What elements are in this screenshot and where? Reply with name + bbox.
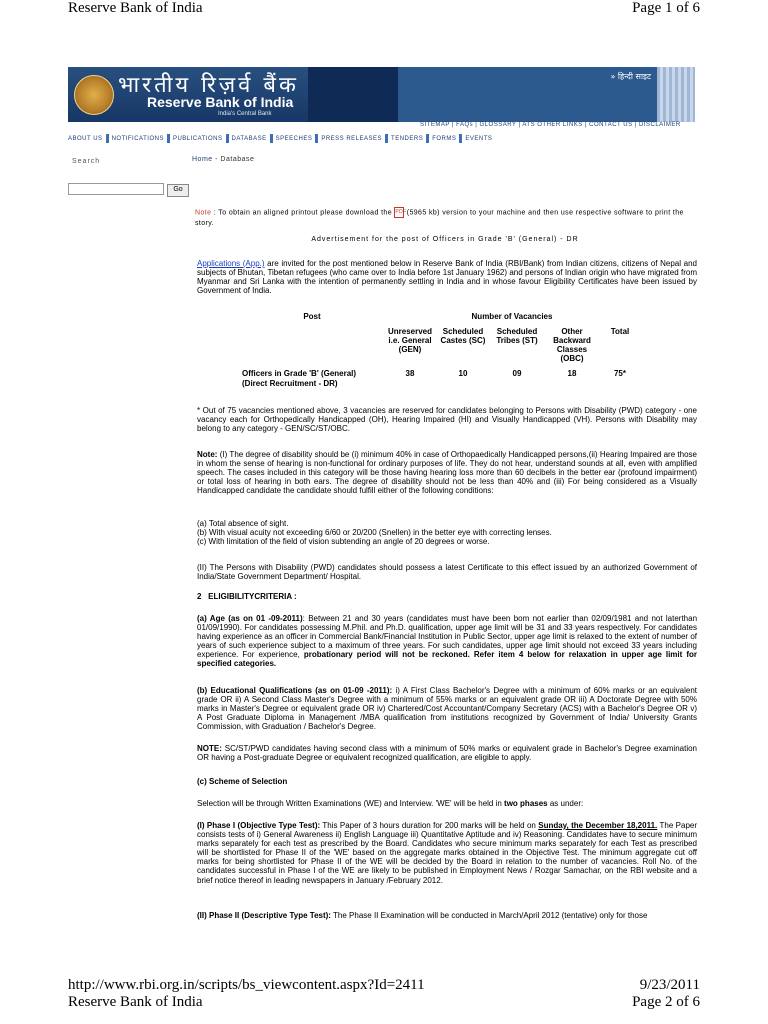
- pdf-icon[interactable]: PDF: [394, 207, 404, 218]
- main-nav: [68, 134, 695, 146]
- pwd-certificate: (II) The Persons with Disability (PWD) candidates should possess a latest Certificate to this effect issued by an authorized Government of India/State Government Department/ Hospital.: [197, 563, 697, 582]
- selection-text: Selection will be through Written Examinations (WE) and Interview. 'WE' will be held in: [197, 799, 505, 808]
- education-label: (b) Educational Qualifications (as on 01-09 -2011):: [197, 686, 393, 695]
- english-bank-name: Reserve Bank of India: [147, 94, 294, 110]
- nav-speeches[interactable]: SPEECHES: [275, 136, 313, 143]
- phase1-paragraph: [197, 821, 697, 885]
- age-paragraph: [197, 614, 697, 669]
- scheme-heading: (c) Scheme of Selection: [197, 777, 288, 786]
- breadcrumb-current: Database: [220, 156, 255, 163]
- rbi-seal-icon: [74, 75, 114, 115]
- vacancies-header: Number of Vacancies: [471, 312, 553, 321]
- age-text: : Between 21 and 30 years (candidates must have been bom not earlier than 02/09/1981 and not laterthan 01/09/1990). For candidates possessing M.Phil. and Ph.D. qualification, upper age limit will be 31 and 33 years respectively. For candidates having experience as an officer in Commercial Bank/Financial Institution in Public Sector, upper age limit is relaxed to the extent of number of years of such experience subject to a maximum of three years. For such candidates, upper age limit should not exceed 33 years including experience. For experience,: [197, 614, 698, 660]
- nav-tenders[interactable]: TENDERS: [391, 136, 424, 143]
- intro-text: are invited for the post mentioned below in Reserve Bank of India (RBI/Bank) from Indian citizens, citizens of Nepal and subjects of Bhutan, Tibetan refugees (who came over to India before 1st January 1962) and persons of Indian origin who have migrated from Myanmar and Sri Lanka with the intention of permanently settling in India and in whose favour Eligibility Certificates have been issued by Government of India.: [197, 259, 697, 296]
- age-label: (a) Age (as on 01 -09-2011): [197, 614, 303, 623]
- breadcrumb-separator: -: [212, 156, 221, 163]
- post-header: Post: [303, 312, 321, 321]
- cell-sc: 10: [458, 369, 468, 379]
- applications-link[interactable]: Applications (App.): [197, 259, 265, 268]
- note-text: : To obtain an aligned printout please download the: [211, 209, 395, 217]
- phase2-paragraph: [197, 911, 697, 920]
- education-note-label: NOTE:: [197, 744, 222, 753]
- education-paragraph: [197, 686, 697, 731]
- nav-separator: [385, 134, 388, 143]
- education-note: [197, 744, 697, 762]
- phase1-label: (I) Phase I (Objective Type Test):: [197, 821, 321, 830]
- print-header-page: Page 1 of 6: [632, 0, 700, 16]
- col-st: Scheduled Tribes (ST): [496, 327, 538, 346]
- search-input[interactable]: [68, 183, 164, 195]
- print-footer-url: http://www.rbi.org.in/scripts/bs_viewcontent.aspx?Id=2411: [68, 977, 425, 993]
- cell-obc: 18: [567, 369, 577, 379]
- intro-paragraph: [197, 259, 697, 295]
- eligibility-heading: 2 ELIGIBILITYCRITERIA :: [197, 592, 297, 601]
- col-total: Total: [610, 327, 630, 337]
- row-post: Officers in Grade 'B' (General) (Direct Recruitment - DR): [242, 369, 357, 388]
- selection-paragraph: [197, 799, 697, 808]
- condition-item: (c) With limitation of the field of vision subtending an angle of 20 degrees or worse.: [197, 537, 490, 547]
- top-utility-links[interactable]: SITEMAP | FAQs | GLOSSARY | ATS OTHER LINKS | CONTACT US | DISCLAIMER: [420, 122, 681, 128]
- logo-block[interactable]: [68, 67, 308, 122]
- education-text: i) A First Class Bachelor's Degree with a minimum of 60% marks or an equivalent grade OR ii) A Second Class Master's Degree with a minimum of 55% marks or an equivalent grade OR iii) A Doctorate Degree with 50% marks in Master's Degree or equivalent grade OR iv) Chartered/Cost Accountant/Company Secretary (ACS) with a Bachelor's Degree OR v) A Post Graduate Diploma in Management /MBA qualification from institutions recognized by Government of India/ University Grants Commission, with Graduation / Bachelor's Degree.: [197, 686, 697, 732]
- nav-publications[interactable]: PUBLICATIONS: [172, 136, 223, 143]
- col-obc: Other Backward Classes (OBC): [553, 327, 591, 364]
- nav-separator: [226, 134, 229, 143]
- phase1-text-2: The Paper consists tests of i) General Awareness ii) English Language iii) Quantitative Aptitude and iv) Reasoning. Candidates have to secure minimum marks separately for each test as prescribed by the Board. Candidates who secure minimum marks separately for each Test as prescribed will be shortlisted for Phase II of the 'WE' based on the aggregate marks obtained in the Objective Test. The minimum aggregate cut off marks for being shortlisted for Phase II of the WE will be decided by the Board in relation to the number of vacancies. Roll No. of the candidates successful in Phase I of the WE are likely to be published in Employment News / Rozgar Samachar, on the RBI website and a brief notice thereof in leading newspapers in January /February 2012.: [197, 821, 697, 885]
- nav-database[interactable]: DATABASE: [231, 136, 267, 143]
- conditions-list: [197, 519, 697, 546]
- building-image: [657, 67, 695, 122]
- nav-separator: [167, 134, 170, 143]
- education-note-text: SC/ST/PWD candidates having second class with a minimum of 50% marks or equivalent grade in Bachelor's Degree examination OR having a Post-graduate Degree or equivalent recognized qualification, are eligible to apply.: [197, 744, 697, 763]
- cell-total: 75*: [613, 369, 626, 379]
- search-label: Search: [72, 158, 101, 165]
- nav-separator: [270, 134, 273, 143]
- print-footer-title: Reserve Bank of India: [68, 994, 203, 1010]
- nav-separator: [315, 134, 318, 143]
- note-text-after: (5965 kb) version to your machine and then use respective software to print the story.: [195, 209, 684, 228]
- hindi-bank-name: भारतीय रिज़र्व बैंक: [118, 73, 299, 98]
- col-sc: Scheduled Castes (SC): [440, 327, 486, 346]
- site-banner: [68, 67, 695, 122]
- vacancy-table: [240, 312, 640, 388]
- nav-separator: [459, 134, 462, 143]
- phase2-text: The Phase II Examination will be conducted in March/April 2012 (tentative) only for those: [330, 911, 648, 920]
- breadcrumb-home[interactable]: Home: [192, 156, 213, 163]
- nav-notifications[interactable]: NOTIFICATIONS: [111, 136, 164, 143]
- nav-press-releases[interactable]: PRESS RELEASES: [321, 136, 383, 143]
- nav-separator: [426, 134, 429, 143]
- disability-note: [197, 450, 697, 495]
- breadcrumb: [192, 156, 254, 163]
- selection-bold: two phases: [504, 799, 548, 808]
- cell-st: 09: [512, 369, 522, 379]
- pwd-note: * Out of 75 vacancies mentioned above, 3 vacancies are reserved for candidates belonging to Persons with Disability (PWD) category - one vacancy each for Orthopedically Handicapped (OH), Hearing Impaired (HI) and Visually Handicapped (VH). Persons with Disability may belong to any category - GEN/SC/ST/OBC.: [197, 406, 697, 434]
- bank-tagline: India's Central Bank: [218, 111, 272, 117]
- phase1-date: Sunday, the December 18,2011.: [538, 821, 658, 830]
- age-bold-tail: probationary period will not be reckoned. Refer item 4 below for relaxation in upper age limit for specified categories.: [197, 650, 697, 669]
- cell-gen: 38: [405, 369, 415, 379]
- banner-divider: [308, 67, 398, 122]
- print-header-title: Reserve Bank of India: [68, 0, 203, 16]
- selection-tail: as under:: [547, 799, 584, 808]
- print-note: [195, 207, 695, 229]
- nav-forms[interactable]: FORMS: [432, 136, 457, 143]
- phase1-text: This Paper of 3 hours duration for 200 marks will be held on: [320, 821, 539, 830]
- disability-note-label: Note:: [197, 450, 218, 459]
- banner-graphic: [398, 67, 695, 122]
- condition-item: (b) With visual acuity not exceeding 6/60 or 20/200 (Snellen) in the better eye with correcting lenses.: [197, 528, 552, 538]
- nav-events[interactable]: EVENTS: [465, 136, 493, 143]
- advertisement-title: Advertisement for the post of Officers in Grade 'B' (General) - DR: [311, 236, 579, 243]
- nav-about-us[interactable]: ABOUT US: [68, 136, 103, 143]
- go-button[interactable]: Go: [167, 184, 189, 197]
- col-gen: Unreserved i.e. General (GEN): [387, 327, 433, 355]
- nav-separator: [106, 134, 109, 143]
- note-label: Note: [195, 209, 212, 217]
- hindi-site-link[interactable]: » हिन्दी साइट: [610, 72, 651, 81]
- print-footer-page: Page 2 of 6: [632, 994, 700, 1010]
- print-footer-date: 9/23/2011: [639, 977, 700, 993]
- condition-item: (a) Total absence of sight.: [197, 519, 289, 528]
- disability-note-text: (I) The degree of disability should be (i) minimum 40% in case of Orthopaedically Handicapped persons,(ii) Hearing Impaired are those in whom the sense of hearing is non-functional for ordinary purposes of life. They do not hear, understand sounds at all, even with amplified speech. The cases included in this category will be those having hearing loss more than 60 decibels in the better ear (profound impairment) or total loss of hearing in both ears. The degree of disability should not be less than 40% and (iii) For being considered as a Visually Handicapped candidate the candidate should fulfill either of the following conditions:: [197, 450, 697, 496]
- phase2-label: (II) Phase II (Descriptive Type Test):: [197, 911, 331, 920]
